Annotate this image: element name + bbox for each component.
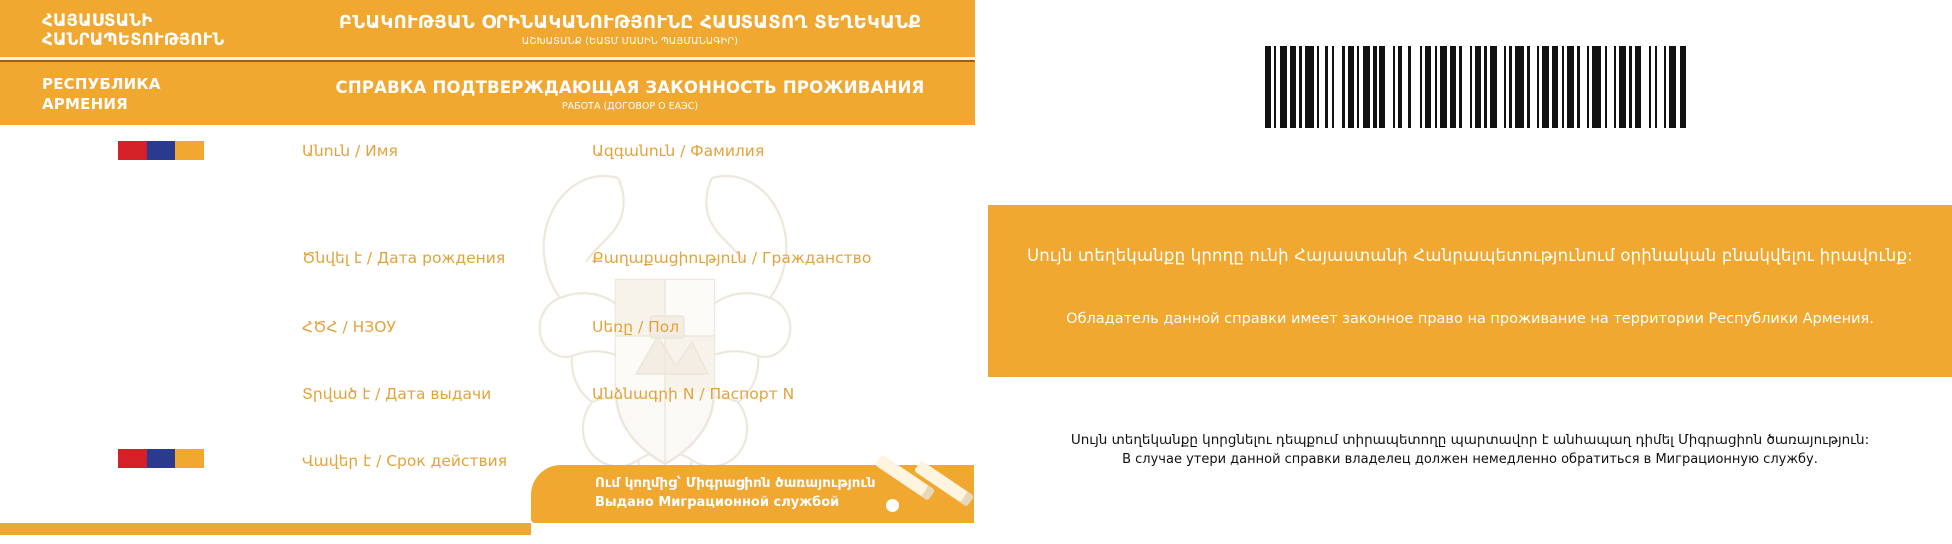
barcode-bar bbox=[1537, 46, 1539, 128]
barcode-bar bbox=[1484, 46, 1487, 128]
barcode-bar bbox=[1515, 46, 1523, 128]
country-name-russian-line2: АРМЕНИЯ bbox=[42, 95, 128, 113]
barcode-bar bbox=[1274, 46, 1276, 128]
barcode-bar bbox=[1504, 46, 1506, 128]
card-title-armenian: ԲՆԱԿՈՒԹՅԱՆ ՕՐԻՆԱԿԱՆՈՒԹՅՈՒՆԸ ՀԱՍՏԱՏՈՂ ՏԵՂԵԿԱՆՔ bbox=[338, 12, 922, 33]
field-label-validity: Վավեր է / Срок действия bbox=[302, 452, 508, 470]
flag-stripe-blue bbox=[147, 141, 176, 160]
flag-stripe-red bbox=[118, 449, 147, 468]
barcode-bar bbox=[1649, 46, 1651, 128]
card-subtitle-russian: РАБОТА (ДОГОВОР О ЕАЭС) bbox=[561, 101, 699, 112]
footnote-text-russian: В случае утери данной справки владелец должен немедленно обратиться в Миграционную службу. bbox=[1122, 452, 1818, 467]
barcode-bar bbox=[1305, 46, 1313, 128]
card-bottom-bar bbox=[0, 523, 531, 535]
flag-stripe-red bbox=[118, 141, 147, 160]
barcode-bar bbox=[1435, 46, 1437, 128]
barcode-bar bbox=[1357, 46, 1359, 128]
card-header-russian bbox=[0, 62, 975, 125]
field-label-social-number: ՀԾՀ / НЗОУ bbox=[302, 318, 396, 336]
flag-stripe-orange bbox=[175, 141, 204, 160]
barcode-bar bbox=[1655, 46, 1657, 128]
card-subtitle-armenian: ԱՇԽԱՏԱՆՔ (ԵԱՏՄ ՄԱՍԻՆ ՊԱՅՄԱՆԱԳԻՐ) bbox=[521, 36, 739, 47]
flag-stripe-orange bbox=[175, 449, 204, 468]
country-name-armenian-line2: ՀԱՆՐԱՊԵՏՈՒԹՅՈՒՆ bbox=[42, 30, 225, 49]
barcode-bar bbox=[1290, 46, 1296, 128]
notice-text-armenian: Սույն տեղեկանքը կրողը ունի Հայաստանի Հանրապետությունում օրինական բնակվելու իրավունք: bbox=[1026, 246, 1914, 265]
barcode-bar bbox=[1420, 46, 1422, 128]
card-title-russian: СПРАВКА ПОДТВЕРЖДАЮЩАЯ ЗАКОННОСТЬ ПРОЖИВАНИЯ bbox=[335, 78, 925, 97]
footnote-block bbox=[988, 430, 1952, 470]
card-header-armenian bbox=[0, 0, 975, 62]
field-label-surname: Ազգանուն / Фамилия bbox=[592, 142, 765, 160]
barcode-bar bbox=[1363, 46, 1370, 128]
barcode-bar bbox=[1379, 46, 1385, 128]
barcode-bar bbox=[1669, 46, 1676, 128]
barcode-bar bbox=[1680, 46, 1686, 128]
barcode-bar bbox=[1459, 46, 1462, 128]
footnote-text-armenian: Սույն տեղեկանքը կորցնելու դեպքում տիրապետողը պարտավոր է անհապաղ դիմել Միգրացիոն ծառայություն: bbox=[1070, 432, 1870, 448]
barcode-bar bbox=[1348, 46, 1354, 128]
field-label-birthdate: Ծնվել է / Дата рождения bbox=[302, 249, 506, 267]
barcode-bar bbox=[1509, 46, 1512, 128]
barcode-bar bbox=[1664, 46, 1666, 128]
notice-banner bbox=[988, 205, 1952, 377]
country-name-russian bbox=[42, 74, 161, 114]
barcode-bar bbox=[1325, 46, 1327, 128]
notice-text-russian: Обладатель данной справки имеет законное право на проживание на территории Республики Армения. bbox=[1066, 311, 1874, 327]
barcode-bar bbox=[1577, 46, 1580, 128]
barcode-bar bbox=[1490, 46, 1497, 128]
country-name-russian-line1: РЕСПУБЛИКА bbox=[42, 75, 161, 93]
barcode-bar bbox=[1527, 46, 1530, 128]
barcode-bar bbox=[1542, 46, 1549, 128]
field-label-issue-date: Տրված է / Дата выдачи bbox=[302, 385, 492, 403]
armenian-flag-icon-bottom bbox=[118, 449, 204, 468]
country-name-armenian-line1: ՀԱՅԱՍՏԱՆԻ bbox=[42, 11, 153, 30]
barcode-bar bbox=[1265, 46, 1271, 128]
barcode-bar bbox=[1592, 46, 1600, 128]
issuing-authority-block bbox=[531, 465, 974, 523]
barcode-bar bbox=[1440, 46, 1447, 128]
field-label-citizenship: Քաղաքացիություն / Гражданство bbox=[592, 249, 872, 267]
barcode-bar bbox=[1408, 46, 1410, 128]
barcode-bar bbox=[1342, 46, 1345, 128]
barcode-bar bbox=[1619, 46, 1626, 128]
barcode-bar bbox=[1567, 46, 1574, 128]
barcode-bar bbox=[1629, 46, 1632, 128]
barcode-bar bbox=[1475, 46, 1481, 128]
barcode-bar bbox=[1398, 46, 1401, 128]
field-label-sex: Սեռը / Пол bbox=[592, 318, 680, 336]
barcode-bar bbox=[1332, 46, 1334, 128]
barcode-bar bbox=[1562, 46, 1564, 128]
pencil-dot-icon bbox=[886, 499, 899, 512]
barcode-bar bbox=[1280, 46, 1287, 128]
barcode-bar bbox=[1425, 46, 1431, 128]
barcode-bar bbox=[1635, 46, 1641, 128]
barcode-bar bbox=[1614, 46, 1616, 128]
issuing-authority-armenian: Ում կողմից՝ Միգրացիոն ծառայություն bbox=[595, 475, 876, 491]
residence-certificate-card bbox=[0, 0, 975, 535]
barcode-bar bbox=[1587, 46, 1589, 128]
barcode-bar bbox=[1450, 46, 1456, 128]
country-name-armenian bbox=[42, 11, 224, 49]
issuing-authority-russian: Выдано Миграционной службой bbox=[595, 495, 840, 510]
armenian-flag-icon-top bbox=[118, 141, 204, 160]
barcode-bar bbox=[1373, 46, 1376, 128]
flag-stripe-blue bbox=[147, 449, 176, 468]
barcode-bar bbox=[1393, 46, 1395, 128]
barcode-bar bbox=[1552, 46, 1558, 128]
barcode-bar bbox=[1317, 46, 1319, 128]
barcode-bar bbox=[1299, 46, 1302, 128]
barcode-icon bbox=[1265, 46, 1689, 128]
field-label-passport-number: Անձնագրի N / Паспорт N bbox=[592, 385, 795, 403]
field-label-name: Անուն / Имя bbox=[302, 142, 398, 160]
barcode-bar bbox=[1605, 46, 1607, 128]
barcode-bar bbox=[1470, 46, 1472, 128]
